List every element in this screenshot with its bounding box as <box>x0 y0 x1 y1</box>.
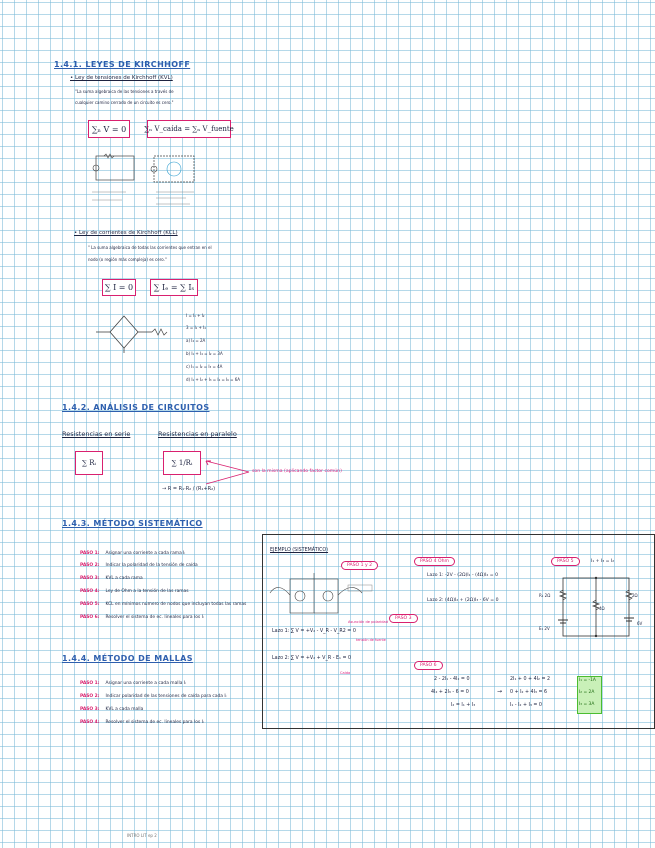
series-formula-box: ∑ Rᵢ <box>75 451 103 475</box>
sistematico-step-4: PASO 4: Ley de Ohm a la tensión de las ramas <box>80 589 189 594</box>
parallel-heading: Resistencias en paralelo <box>158 430 237 438</box>
pasos12-label: PASO 1 y 2 <box>341 561 378 570</box>
annot-tension: tensión de fuente <box>356 638 386 642</box>
mallas-step-1: PASO 1: Asignar una corriente a cada malla Iᵢ <box>80 681 186 686</box>
kcl-step-5: c) I₁ = I₂ = I₃ = 4A <box>186 364 223 369</box>
annot-caida: Caída <box>340 671 351 675</box>
series-heading: Resistencias en serie <box>62 430 131 438</box>
two-resistor-formula: → R = R₁·R₂ / (R₁+R₂) <box>162 486 216 492</box>
section-title-mallas: 1.4.4. MÉTODO DE MALLAS <box>62 654 193 663</box>
arrows-to-note <box>203 458 251 488</box>
sistematico-step-3: PASO 3: KVL a cada rama <box>80 576 143 581</box>
kcl-step-1: I = I₁ + I₂ <box>186 313 205 318</box>
kcl-node-diagram <box>94 312 176 354</box>
system-arrow-icon: → <box>497 688 503 695</box>
kcl-desc-line2: nodo (o región más compleja) es cero." <box>88 257 167 262</box>
kvl-heading: • Ley de tensiones de Kirchhoff (KVL) <box>70 75 173 81</box>
sistematico-step-2: PASO 2: Indicar la polaridad de la tensión de caída <box>80 563 198 568</box>
kcl-heading: • Ley de corrientes de Kirchhoff (KCL) <box>74 230 178 236</box>
example-circuit-diagram <box>549 572 645 642</box>
page-footer: INTRO LIT ep 2 <box>127 833 157 838</box>
mallas-step-4: PASO 4: Resolver el sistema de ec. lineales para los Iᵢ <box>80 720 204 725</box>
kvl-circuit-diagrams <box>86 148 236 213</box>
kvl-desc-line1: "La suma algebraica de las tensiones a través de <box>75 89 174 94</box>
kcl-formula-box-2: ∑ Iₑ = ∑ Iₛ <box>150 279 198 296</box>
system-right-3: I₁ - I₂ + I₃ = 0 <box>510 703 542 708</box>
kcl-formula-box-1: ∑ I = 0 <box>102 279 136 296</box>
kcl-step-2: 3 = I₁ + I₄ <box>186 325 206 330</box>
section-title-kirchhoff: 1.4.1. LEYES DE KIRCHHOFF <box>54 60 191 69</box>
kvl-desc-line2: cualquier camino cerrado de un circuito es cero." <box>75 100 174 105</box>
kcl-step-6: d) I₁ + I₂ + I₃ = I₄ = I₆ = 6A <box>186 377 241 382</box>
system-right-1: 2I₁ + 0 + 4I₂ = 2 <box>510 677 551 682</box>
sistematico-step-1: PASO 1: Asignar una corriente a cada rama Iᵢ <box>80 551 186 556</box>
result-i3: I₃ = 3A <box>579 702 595 707</box>
e2-label: 6V <box>637 621 643 626</box>
r3-label: 2Ω <box>632 593 638 598</box>
ohm-loop1: Lazo 1: -2V - (2Ω)I₁ - (4Ω)I₂ = 0 <box>427 573 498 578</box>
system-left-2: 4I₂ + 2I₃ - 6 = 0 <box>431 690 469 695</box>
sistematico-step-6: PASO 6: Resolver el sistema de ec. lineales para los Iᵢ <box>80 615 204 620</box>
loop2-eq: Lazo 2: ∑ V = +V₂ + V_R - E₁ = 0 <box>272 656 352 661</box>
mallas-step-2: PASO 2: Indicar polaridad de las tensiones de caída para cada Iᵢ <box>80 694 227 699</box>
section-title-sistematico: 1.4.3. MÉTODO SISTEMÁTICO <box>62 519 203 528</box>
e1-label: E₁ 2V <box>539 626 550 631</box>
system-left-3: I₂ = I₁ + I₃ <box>451 703 476 708</box>
ohm-loop2: Lazo 2: (4Ω)I₂ + (2Ω)I₃ - 6V = 0 <box>427 598 499 603</box>
same-thing-note: son la misma (aplicando factor común) <box>252 469 342 474</box>
example-title: EJEMPLO (SISTEMÁTICO) <box>270 548 329 553</box>
kvl-formula-box-1: ∑ₙ V = 0 <box>88 120 130 138</box>
paso5-label: PASO 5 <box>551 557 580 566</box>
kcl-step-3: a) I₄ = 2A <box>186 338 206 343</box>
parallel-formula-box: ∑ 1/Rᵢ <box>163 451 201 475</box>
system-right-2: 0 + I₂ + 4I₃ = 6 <box>510 690 548 695</box>
result-i1: I₁ = -1A <box>579 678 596 683</box>
mallas-step-3: PASO 3: KVL a cada malla <box>80 707 144 712</box>
kcl-desc-line1: " La suma algebraica de todas las corrientes que entran en el <box>88 245 212 250</box>
r2-label: 4Ω <box>599 606 605 611</box>
sistematico-step-5: PASO 5: KCL en mínimos número de nodos que incluyan todas las ramas <box>80 602 247 607</box>
example-circuit-sketch <box>268 569 378 621</box>
result-i2: I₂ = 2A <box>579 690 595 695</box>
kvl-formula-box-2: ∑ₙ V_caída = ∑ₙ V_fuente <box>147 120 231 138</box>
paso6-label: PASO 6 <box>414 661 443 670</box>
loop1-eq: Lazo 1: ∑ V = +V₂ - V_R - V_R2 = 0 <box>272 629 356 634</box>
annot-polaridad: Asunción de polaridad <box>348 620 389 624</box>
paso5-kcl: I₁ + I₃ = I₂ <box>591 559 615 564</box>
paso4-label: PASO 4 Ohm <box>414 557 455 566</box>
system-left-1: 2 - 2I₁ - 4I₂ = 0 <box>434 677 470 682</box>
r1-label: R₁ 2Ω <box>539 593 551 598</box>
section-title-analisis: 1.4.2. ANÁLISIS DE CIRCUITOS <box>62 403 210 412</box>
kcl-step-4: b) I₁ + I₄ = I₂ = 3A <box>186 351 223 356</box>
paso3-label: PASO 3 <box>389 614 418 623</box>
